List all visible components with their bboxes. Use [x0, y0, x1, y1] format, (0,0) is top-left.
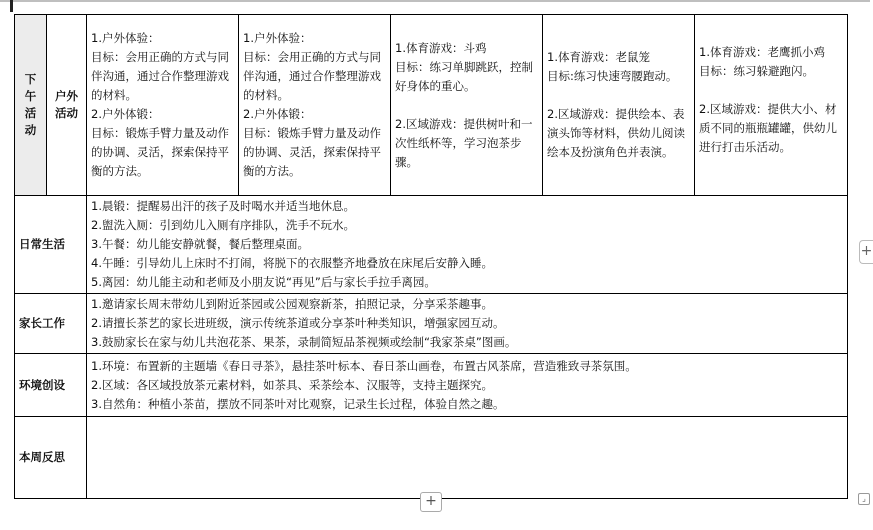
daily-life-content[interactable]	[87, 196, 848, 294]
add-row-button[interactable]: +	[420, 492, 442, 512]
reflection-header: 本周反思	[15, 417, 87, 499]
afternoon-cell-5[interactable]: 1.体育游戏：老鹰抓小鸡 目标：练习躲避跑闪。 2.区域游戏：提供大小、材质不同的瓶瓶罐罐，供幼儿进行打击乐活动。	[695, 15, 848, 196]
list-item: 1.晨锻：提醒易出汗的孩子及时喝水并适当地休息。	[91, 199, 355, 213]
list-item: 2.盥洗入厕：引到幼儿入厕有序排队，洗手不玩水。	[91, 218, 355, 232]
list-item: 1.邀请家长周末带幼儿到附近茶园或公园观察新茶，拍照记录，分享采茶趣事。	[91, 297, 493, 311]
weekly-plan-table	[14, 14, 848, 499]
environment-row	[15, 354, 848, 417]
list-item: 3.鼓励家长在家与幼儿共泡花茶、果茶，录制简短品茶视频或绘制“我家茶桌”图画。	[91, 335, 517, 349]
afternoon-cell-3[interactable]: 1.体育游戏：斗鸡 目标：练习单脚跳跃，控制好身体的重心。 2.区域游戏：提供树叶和一次性纸杯等，学习泡茶步骤。	[391, 15, 543, 196]
afternoon-row	[15, 15, 848, 196]
parent-work-row	[15, 294, 848, 354]
list-item: 3.自然角：种植小茶苗，摆放不同茶叶对比观察，记录生长过程，体验自然之趣。	[91, 396, 505, 411]
reflection-content[interactable]	[87, 417, 848, 499]
outdoor-activity-header: 户外 活动	[47, 15, 87, 196]
daily-life-header: 日常生活	[15, 196, 87, 294]
table-move-handle[interactable]	[10, 0, 13, 12]
list-item: 2.区域：各区域投放茶元素材料，如茶具、采茶绘本、汉服等，支持主题探究。	[91, 377, 493, 392]
environment-content[interactable]	[87, 354, 848, 417]
list-item: 1.环境：布置新的主题墙《春日寻茶》，悬挂茶叶标本、春日茶山画卷，布置古风茶席，营造雅致寻茶氛围。	[91, 358, 637, 373]
afternoon-cell-2[interactable]: 1.户外体验： 目标：会用正确的方式与同伴沟通，通过合作整理游戏的材料。 2.户外体锻： 目标：锻炼手臂力量及动作的协调、灵活，探索保持平衡的方法。	[239, 15, 391, 196]
afternoon-cell-4[interactable]: 1.体育游戏：老鼠笼 目标:练习快速弯腰跑动。 2.区域游戏：提供绘本、表演头饰等材料，供幼儿阅读绘本及扮演角色并表演。	[543, 15, 695, 196]
page-top-border	[0, 0, 870, 2]
add-column-button[interactable]: +	[859, 240, 873, 264]
afternoon-activity-header: 下 午 活 动	[15, 15, 47, 196]
afternoon-cell-1[interactable]: 1.户外体验： 目标：会用正确的方式与同伴沟通，通过合作整理游戏的材料。 2.户外体锻： 目标：锻炼手臂力量及动作的协调、灵活，探索保持平衡的方法。	[87, 15, 239, 196]
environment-header: 环境创设	[15, 354, 87, 417]
list-item: 2.请擅长茶艺的家长进班级，演示传统茶道或分享茶叶种类知识，增强家园互动。	[91, 316, 505, 330]
list-item: 3.午餐：幼儿能安静就餐，餐后整理桌面。	[91, 237, 309, 251]
reflection-row	[15, 417, 848, 499]
list-item: 5.离园：幼儿能主动和老师及小朋友说“再见”后与家长手拉手离园。	[91, 275, 436, 289]
parent-work-header: 家长工作	[15, 294, 87, 354]
list-item: 4.午睡：引导幼儿上床时不打闹，将脱下的衣服整齐地叠放在床尾后安静入睡。	[91, 256, 493, 270]
parent-work-content[interactable]	[87, 294, 848, 354]
resize-corner-icon[interactable]: ⌟	[858, 493, 870, 505]
daily-life-row	[15, 196, 848, 294]
